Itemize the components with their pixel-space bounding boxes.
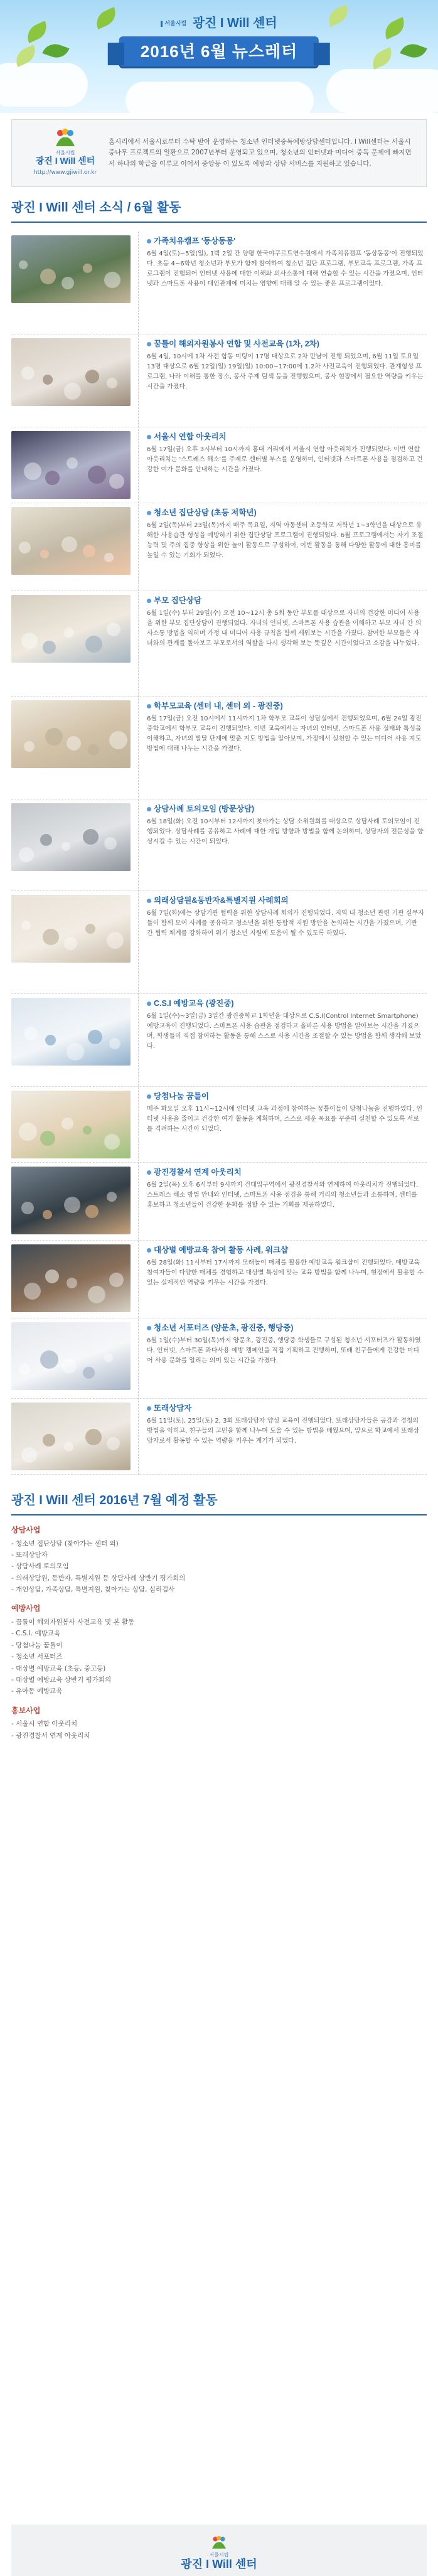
upcoming-group	[11, 1705, 427, 1741]
activity-photo-image	[11, 895, 131, 963]
activity-photo-image	[11, 1167, 131, 1234]
bullet-icon	[147, 807, 151, 811]
upcoming-items	[11, 1617, 427, 1697]
activity-title-text: C.S.I 예방교육 (광진중)	[154, 999, 234, 1008]
upcoming-item: - 유아동 예방교육	[11, 1687, 63, 1696]
activity-title-text: 당첨나눔 꿈틀이	[154, 1092, 209, 1101]
activity-photo-image	[11, 803, 131, 871]
activity-photo-image	[11, 235, 131, 303]
activity-title	[147, 1403, 424, 1414]
intro-logo-name: 광진 I Will 센터	[35, 156, 95, 166]
intro-logo	[22, 129, 109, 177]
activity-photo	[11, 431, 131, 499]
activity-body	[147, 431, 427, 499]
activity-item	[11, 232, 427, 334]
activity-photo-image	[11, 998, 131, 1066]
activity-title-text: 학부모교육 (센터 내, 센터 외 - 광진중)	[154, 702, 283, 710]
activity-title-text: 꿈틀이 해외자원봉사 연합 및 사전교육 (1차, 2차)	[154, 339, 319, 348]
header-banner	[0, 0, 438, 113]
footer-logo-name: 광진 I Will 센터	[181, 2557, 257, 2570]
activity-title	[147, 998, 424, 1010]
activity-description: 6월 17일(금) 오후 3시부터 10시까지 홍대 거리에서 서울시 연합 아웃리치가 진행되었다. 이번 연합 아웃리치는 '스트레스 해소'를 주제로 센터별 부스를 운영하며, 인터넷과 스마트폰 사용을 점검하고 건강한 여가 문화를 안내하는 시간을 가졌다.	[147, 446, 423, 474]
bullet-icon	[147, 1326, 151, 1330]
activity-title-text: 상담사례 토의모임 (방문상담)	[154, 804, 255, 813]
activity-body	[147, 998, 427, 1082]
activity-title	[147, 235, 424, 247]
upcoming-group-heading: 상담사업	[11, 1526, 41, 1534]
upcoming-item: - C.S.I. 예방교육	[11, 1630, 61, 1638]
activity-body	[147, 1244, 427, 1314]
people-logo-icon	[208, 2536, 230, 2550]
website-link[interactable]: http://www.gjiwill.or.kr	[33, 169, 97, 176]
activity-photo-image	[11, 338, 131, 406]
bullet-icon	[147, 1002, 151, 1006]
activity-item	[11, 891, 427, 994]
activity-photo	[11, 1322, 131, 1394]
activity-title	[147, 507, 424, 519]
activity-item	[11, 697, 427, 799]
bullet-icon	[147, 704, 151, 708]
activity-title-text: 서울시 연합 아웃리치	[154, 432, 227, 441]
activity-title	[147, 1167, 424, 1178]
activity-description: 6월 2일(목)부터 23일(목)까지 매주 목요일, 지역 아동센터 초등학교 저학년 1~3학년을 대상으로 유해한 사용습관 형성을 예방하기 위한 집단상담 프로그램이 진행되었다. 6월 프로그램에서는 자기 조절 능력 및 주의 집중 향상을 위한 놀이 활동으로 구성하여, 이번 활동을 통해 다양한 활동에 대한 흥미를 높일 수 있는 기회가 되었다.	[147, 522, 424, 560]
activity-item	[11, 427, 427, 503]
activity-title	[147, 803, 424, 815]
logo-name: 광진 I Will 센터	[192, 16, 277, 30]
activity-item	[11, 503, 427, 591]
activity-title-text: 청소년 서포터즈 (양문초, 광진중, 행당중)	[154, 1323, 294, 1332]
activity-item	[11, 1163, 427, 1241]
upcoming-item: - 상담사례 토의모임	[11, 1563, 69, 1571]
activity-title	[147, 338, 424, 350]
activity-photo-image	[11, 431, 131, 499]
activity-photo	[11, 1244, 131, 1314]
leaf-decoration	[368, 47, 396, 70]
activity-photo	[11, 1403, 131, 1470]
activity-body	[147, 595, 427, 692]
footer-logo-tag: 서울시립	[209, 2552, 229, 2558]
activity-title	[147, 895, 424, 907]
bullet-icon	[147, 1406, 151, 1411]
activity-photo-image	[11, 595, 131, 663]
activity-title-text: 청소년 집단상담 (초등 저학년)	[154, 508, 257, 517]
cloud-decoration	[0, 63, 88, 107]
activity-item	[11, 1399, 427, 1475]
activity-title	[147, 700, 424, 712]
activity-title	[147, 431, 424, 443]
activity-photo	[11, 338, 131, 423]
activity-title-text: 가족치유캠프 '동상동몽'	[154, 237, 236, 245]
activity-photo-image	[11, 1091, 131, 1158]
bullet-icon	[147, 1248, 151, 1253]
activity-title	[147, 1244, 424, 1256]
leaf-decoration	[42, 40, 69, 61]
activity-body	[147, 700, 427, 795]
upcoming-item: - 서울시 연합 아웃리치	[11, 1720, 78, 1728]
activity-photo	[11, 595, 131, 692]
activity-description: 6월 18일(화) 오전 10시부터 12시까지 찾아가는 상담 소위원회를 대상으로 상담사례 토의모임이 진행되었다. 상담사례를 공유하고 사례에 대한 개입 방향과 방법을 함께 논의하며, 상담자의 전문성을 향상시킬 수 있는 시간이 되었다.	[147, 818, 424, 846]
upcoming-group	[11, 1603, 427, 1697]
activity-body	[147, 1091, 427, 1158]
activity-item	[11, 1087, 427, 1163]
upcoming-item: - 광진경찰서 연계 아웃리치	[11, 1731, 90, 1740]
intro-logo-text	[22, 151, 109, 166]
activity-photo	[11, 1167, 131, 1236]
activity-description: 6월 11일(토), 25일(토) 2, 3회 또래상담자 양성 교육이 진행되었다. 또래상담자들은 공감과 경청의 방법을 익히고, 친구들의 고민을 함께 나누며 도울 수 있는 방법을 배웠으며, 앞으로 학교에서 또래상담자로서 활동할 수 있는 역량을 키우는 계기가 되었다.	[147, 1418, 420, 1445]
activity-photo-image	[11, 700, 131, 768]
activity-item	[11, 799, 427, 891]
activity-description: 6월 28일(화) 11시부터 17시까지 모래놀이 매체를 활용한 예방교육 워크샵이 진행되었다. 예방교육 참여자들이 다양한 매체를 경험하고 대상별 특성에 맞는 교육 방법을 함께 나누며, 현장에서 활용할 수 있는 실제적인 역량을 키우는 시간을 가졌다.	[147, 1259, 424, 1287]
upcoming-items	[11, 1538, 427, 1596]
upcoming-item: - 당첨나눔 꿈틀이	[11, 1641, 63, 1649]
activity-body	[147, 338, 427, 423]
activity-photo	[11, 1091, 131, 1158]
activity-photo	[11, 998, 131, 1082]
activity-title-text: 대상별 예방교육 참여 활동 사례, 워크샵	[154, 1246, 289, 1254]
footer	[11, 2525, 427, 2576]
activity-description: 매주 화요일 오후 11시~12시에 인터넷 교육 과정에 참여하는 꿈틀이들이 당첨나눔을 진행하였다. 인터넷 사용을 줄이고 건강한 여가 활동을 계획하며, 스스로 세운 목표를 꾸준히 실천할 수 있도록 서로를 격려하는 시간이 되었다.	[147, 1106, 423, 1133]
footer-logo	[11, 2553, 427, 2571]
activity-photo	[11, 895, 131, 990]
section-title-june: 광진 I Will 센터 소식 / 6월 활동	[11, 198, 427, 223]
activity-item	[11, 1318, 427, 1399]
activity-title-text: 광진경찰서 연계 아웃리치	[154, 1168, 242, 1177]
upcoming-item: - 대상별 예방교육 (초등, 중고등)	[11, 1664, 106, 1672]
activity-photo-image	[11, 1322, 131, 1390]
activity-list	[11, 232, 427, 1475]
bullet-icon	[147, 899, 151, 903]
upcoming-item: - 대상별 예방교육 상반기 평가회의	[11, 1675, 112, 1684]
cloud-decoration	[126, 82, 314, 113]
bullet-icon	[147, 342, 151, 346]
section-title-july: 광진 I Will 센터 2016년 7월 예정 활동	[11, 1491, 427, 1515]
activity-item	[11, 994, 427, 1087]
activity-photo-image	[11, 507, 131, 575]
activity-body	[147, 1403, 427, 1470]
upcoming-group-heading: 홍보사업	[11, 1706, 41, 1715]
activity-description: 6월 4일, 10시에 1차 사전 합동 미팅이 17명 대상으로 2차 만남이 진행 되었으며, 6월 11일 토요일 13명 대상으로 6월 12일(일) 19일(일) 10:00~17:00에 1.2차 사전교육이 진행되었다. 관계형성 프로그램, 나라 이해를 통한 장소, 봉사 주제 탐색 등을 진행했으며, 봉사 현장에서 필요한 역량을 키우는 시간을 가졌다.	[147, 353, 424, 391]
activity-description: 6월 4일(토)~5일(일), 1박 2일 간 양평 한국야쿠르트연수원에서 가족치유캠프 '동상동몽'이 진행되었다. 초등 4~6학년 청소년과 부모가 함께 참여하여 청소년 집단 프로그램, 부모교육 프로그램, 가족 프로그램이 진행되어 인터넷 사용에 대한 이해와 의사소통에 대해 연습할 수 있는 시간을 가졌으며, 인터넷과 스마트폰 사용이 대인관계에 미치는 영향에 대해 알 수 있는 좋은 프로그램이었다.	[147, 250, 424, 288]
bullet-icon	[147, 1094, 151, 1099]
activity-item	[11, 591, 427, 697]
activity-photo	[11, 700, 131, 795]
activity-description: 6월 17일(금) 오전 10시에서 11시까지 1차 학부모 교육이 상담실에서 진행되었으며, 6월 24일 광진중학교에서 학부모 교육이 진행되었다. 이번 교육에서는 자녀의 인터넷, 스마트폰 사용 실태와 특성을 이해하고, 자녀의 발달 단계에 맞춘 지도 방법을 알아보며, 가정에서 실천할 수 있는 미디어 사용 지도 방법에 대해 나누는 시간을 가졌다.	[147, 715, 422, 753]
activity-item	[11, 1241, 427, 1318]
activity-description: 6월 2일(목) 오후 6시부터 9시까지 건대입구역에서 광진경찰서와 연계하여 아웃리치가 진행되었다. 스트레스 해소 방법 안내와 인터넷, 스마트폰 사용 점검을 통해 거리의 청소년들과 소통하며, 센터를 홍보하고 청소년들이 건강한 문화를 접할 수 있는 기회를 제공하였다.	[147, 1182, 419, 1209]
activity-photo	[11, 507, 131, 587]
cloud-decoration	[326, 69, 438, 113]
activity-photo-image	[11, 1244, 131, 1312]
newsletter-title: 2016년 6월 뉴스레터	[119, 36, 319, 67]
activity-description: 6월 1일(수)부터 30일(목)까지 양문초, 광진중, 행당중 학생들로 구성된 청소년 서포터즈가 활동하였다. 인터넷, 스마트폰 과다사용 예방 캠페인을 직접 기획하고 진행하며, 또래 친구들에게 건강한 미디어 사용 문화를 알리는 의미 있는 시간을 가졌다.	[147, 1337, 421, 1365]
activity-title-text: 의래상담원&동반자&특별지원 사례회의	[154, 896, 289, 905]
activity-title	[147, 1091, 424, 1103]
bullet-icon	[147, 239, 151, 243]
upcoming-item: - 개인상담, 가족상담, 특별지원, 찾아가는 상담, 심리검사	[11, 1586, 175, 1594]
upcoming-item: - 청소년 집단상담 (찾아가는 센터 외)	[11, 1539, 119, 1547]
activity-title-text: 또래상담자	[154, 1404, 192, 1413]
activity-body	[147, 235, 427, 330]
upcoming-item: - 꿈틀이 해외자원봉사 사전교육 및 본 활동	[11, 1618, 135, 1627]
activity-description: 6월 7일(화)에는 상담기관 협력을 위한 상담사례 회의가 진행되었다. 지역 내 청소년 관련 기관 실무자들이 함께 모여 사례를 공유하고 청소년을 위한 통합적 지원 방안을 논의하는 시간을 가졌으며, 기관 간 협력 체계를 강화하여 위기 청소년 지원에 도움이 될 수 있도록 하였다.	[147, 910, 424, 938]
logo-tag: 서울시립	[161, 21, 186, 27]
bullet-icon	[147, 511, 151, 515]
activity-body	[147, 1167, 427, 1236]
activity-body	[147, 895, 427, 990]
activity-title	[147, 595, 424, 607]
intro-logo-tag: 서울시립	[55, 150, 75, 156]
people-logo-icon	[55, 129, 76, 147]
activity-title	[147, 1322, 424, 1334]
activity-description: 6월 1일(수) 부터 29일(수) 오전 10~12시 총 5회 동안 부모를 대상으로 자녀의 건강한 미디어 사용을 위한 부모 집단상담이 진행되었다. 자녀의 인터넷, 스마트폰 사용 습관을 이해하고 부모 자녀 간 의사소통 방법을 익히며 가정 내 미디어 사용 규칙을 함께 세워보는 시간을 가졌다. 참여한 부모들은 자녀와의 관계를 돌아보고 부모로서의 역할을 다시 생각해 보는 뜻깊은 시간이었다고 소감을 나누었다.	[147, 610, 422, 648]
activity-body	[147, 803, 427, 887]
bullet-icon	[147, 1170, 151, 1175]
activity-description: 6월 1일(수)~3일(금) 3일간 광진중학교 1학년을 대상으로 C.S.I(Control Internet Smartphone) 예방교육이 진행되었다. 스마트폰 사용 습관을 점검하고 올바른 사용 방법을 알아보는 시간을 가졌으며, 학생들이 직접 참여하는 활동을 통해 스스로 사용 시간을 조절할 수 있는 방법을 함께 생각해 보았다.	[147, 1013, 422, 1050]
center-logo	[0, 14, 438, 33]
upcoming-group	[11, 1524, 427, 1595]
upcoming-item: - 또래상담자	[11, 1551, 48, 1559]
upcoming-item: - 청소년 서포터즈	[11, 1653, 63, 1661]
activity-photo	[11, 235, 131, 330]
activity-body	[147, 1322, 427, 1394]
upcoming-items	[11, 1718, 427, 1741]
activity-item	[11, 334, 427, 427]
bullet-icon	[147, 599, 151, 603]
upcoming-group-heading: 예방사업	[11, 1604, 41, 1613]
activity-photo	[11, 803, 131, 887]
upcoming-list	[11, 1524, 427, 1741]
activity-title-text: 부모 집단상담	[154, 596, 201, 605]
activity-photo-image	[11, 1403, 131, 1470]
bullet-icon	[147, 435, 151, 439]
upcoming-item: - 의래상담원, 동반자, 특별지원 등 상담사례 상반기 평가회의	[11, 1574, 186, 1582]
leaf-decoration	[400, 40, 427, 61]
activity-body	[147, 507, 427, 587]
intro-text: 홈시리에서 서울시로부터 수탁 받아 운영하는 청소년 인터넷중독예방상담센터입니다. I Will센터는 서울시 중나무 프로젝트의 일환으로 2007년부터 운영되고 있으며, 청소년의 인터넷과 미디어 중독 문제에 빠지면서 하나의 학급을 이루고 이어서 중앙등 이 있도록 예방과 상담 서비스를 지원하고 있습니다.	[109, 138, 412, 168]
intro-box	[11, 119, 427, 187]
